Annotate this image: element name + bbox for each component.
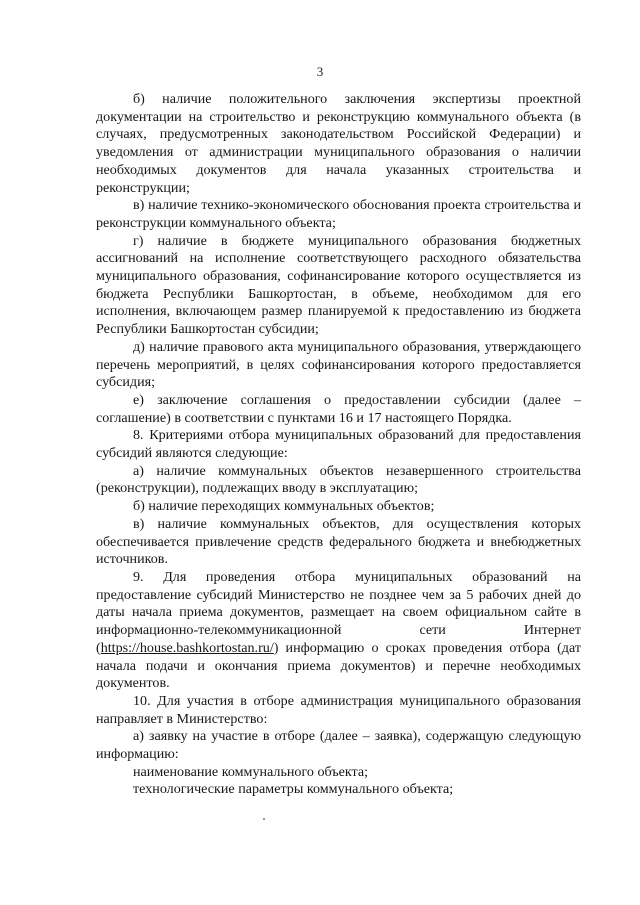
- paragraph-9: [96, 569, 581, 693]
- website-link[interactable]: https://house.bashkortostan.ru/: [100, 639, 274, 656]
- paragraph-8a: а) наличие коммунальных объектов незавершенного строительства (реконструкции), подлежащих вводу в эксплуатацию;: [96, 462, 581, 497]
- paragraph-7b: б) наличие положительного заключения экспертизы проектной документации на строительство и реконструкцию коммунального объекта (в случаях, предусмотренных законодательством Российской Федерации) и уведомления от администрации муниципального образования о наличии необходимых документов для начала указанных строительства и реконструкции;: [96, 91, 581, 196]
- list-item-object-name: наименование коммунального объекта;: [133, 763, 369, 780]
- page-number: 3: [316, 64, 324, 79]
- paragraph-7v: в) наличие технико-экономического обоснования проекта строительства и реконструкции коммунального объекта;: [96, 197, 581, 231]
- document-body: [96, 91, 581, 799]
- list-item-tech-params: технологические параметры коммунального объекта;: [133, 781, 454, 798]
- paragraph-10a: а) заявку на участие в отборе (далее – заявка), содержащую следующую информацию:: [96, 728, 581, 763]
- paragraph-9-text-start: 9. Для проведения отбора муниципальных образований на предоставление субсидий Министерство не позднее чем за 5 рабочих дней до даты начала приема документов, размещает на своем официальном сайте в информационно-телекоммуникационной сети Интернет (: [96, 568, 581, 656]
- paragraph-10: 10. Для участия в отборе администрация муниципального образования направляет в Министерство:: [96, 692, 581, 727]
- paragraph-8: 8. Критериями отбора муниципальных образований для предоставления субсидий являются следующие:: [96, 427, 581, 462]
- paragraph-7d: д) наличие правового акта муниципального образования, утверждающего перечень мероприятий, в целях софинансирования которого предоставляется субсидия;: [96, 338, 581, 391]
- scan-speck: [263, 818, 265, 820]
- paragraph-7g: г) наличие в бюджете муниципального образования бюджетных ассигнований на исполнение соответствующего расходного обязательства муниципального образования, софинансирование которого осуществляется из бюджета Республики Башкортостан, в объеме, необходимом для его исполнения, включающем размер планируемой к предоставлению из бюджета Республики Башкортостан субсидии;: [96, 232, 581, 338]
- paragraph-7e: е) заключение соглашения о предоставлении субсидии (далее – соглашение) в соответствии с пунктами 16 и 17 настоящего Порядка.: [96, 391, 581, 426]
- paragraph-8v: в) наличие коммунальных объектов, для осуществления которых обеспечивается привлечение средств федерального бюджета и внебюджетных источников.: [96, 515, 581, 568]
- paragraph-8b: б) наличие переходящих коммунальных объектов;: [133, 498, 435, 515]
- paragraph-9-text-end: ) информацию о сроках проведения отбора (дат начала подачи и окончания приема документов) и перечне необходимых документов.: [96, 639, 581, 692]
